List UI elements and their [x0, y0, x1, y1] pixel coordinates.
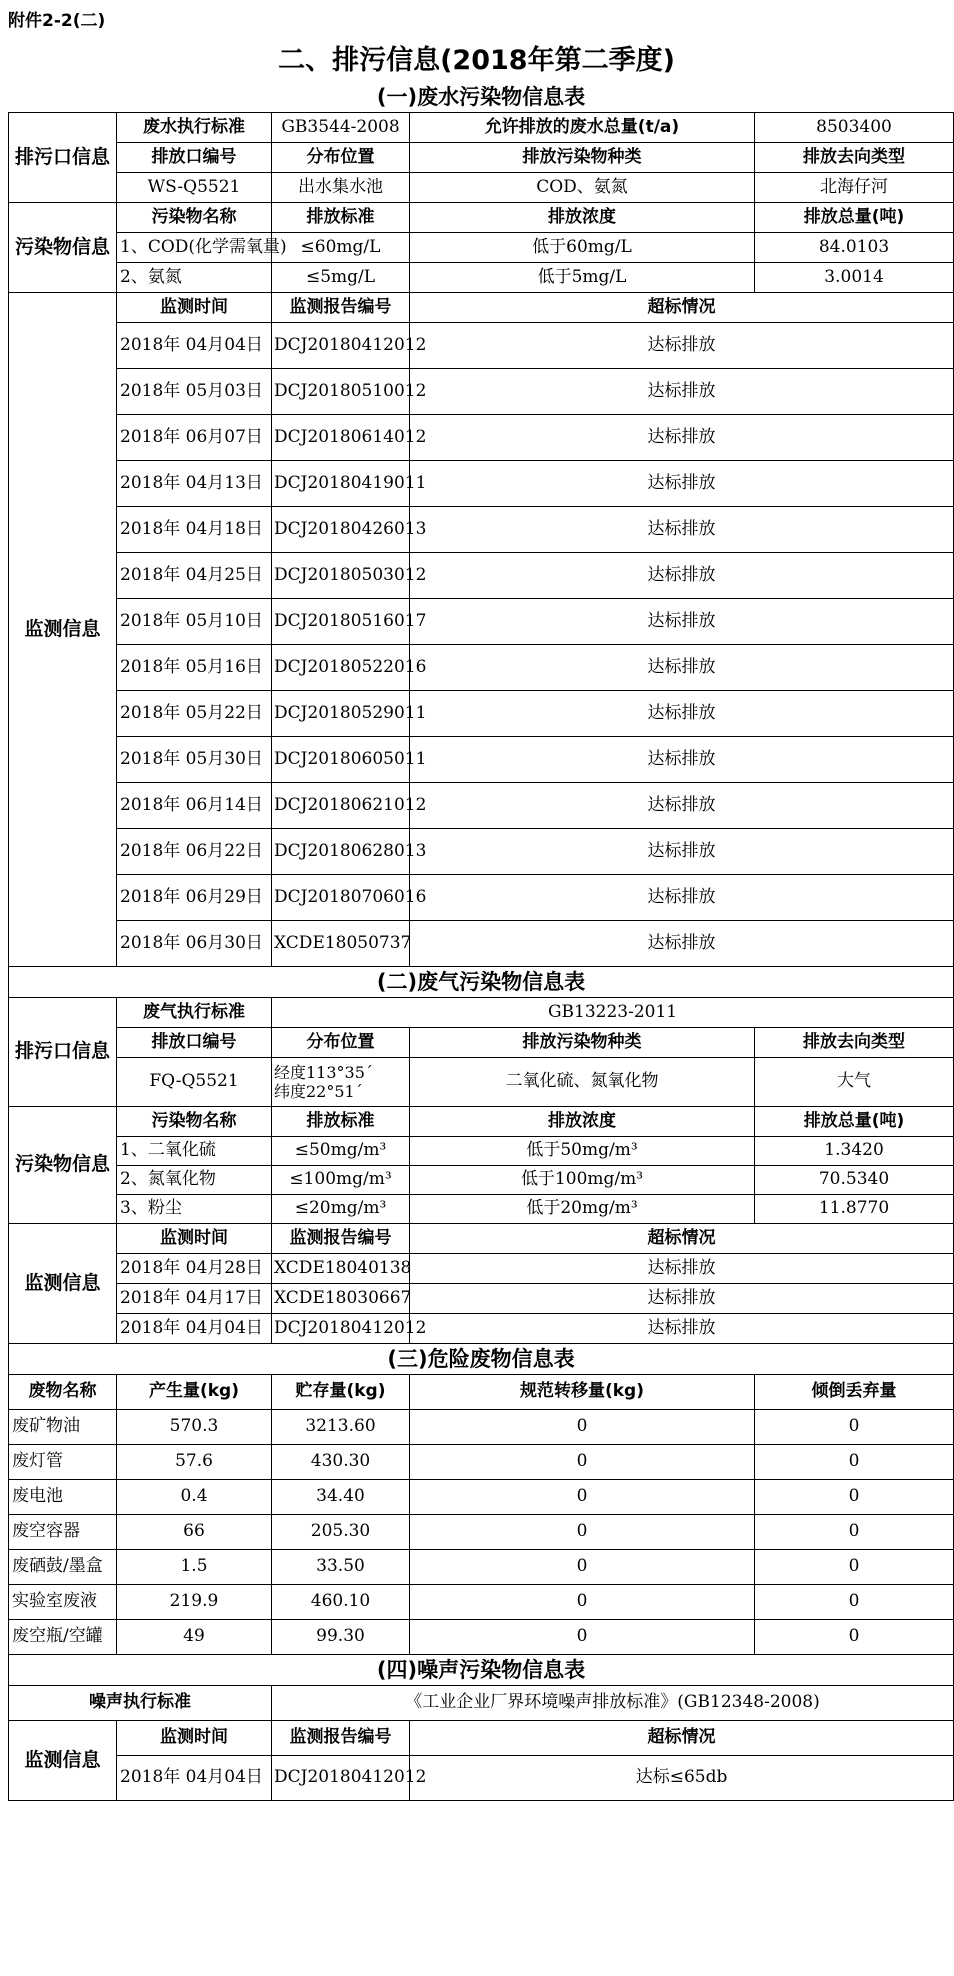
pollutant-total: 1.3420 — [755, 1137, 954, 1166]
gas-latitude: 纬度22°51´ — [274, 1082, 363, 1101]
wastewater-location-header: 分布位置 — [272, 143, 410, 173]
monitor-report-no: DCJ20180412012 — [272, 323, 410, 369]
hazard-transferred: 0 — [410, 1550, 755, 1585]
monitor-status: 达标排放 — [410, 875, 954, 921]
hazard-produced: 66 — [117, 1515, 272, 1550]
monitor-report-no: DCJ20180522016 — [272, 645, 410, 691]
hazard-stored: 33.50 — [272, 1550, 410, 1585]
hazard-produced: 57.6 — [117, 1445, 272, 1480]
hazard-name: 废空瓶/空罐 — [9, 1620, 117, 1655]
pollutant-standard: ≤100mg/m³ — [272, 1166, 410, 1195]
wastewater-monitor-label: 监测信息 — [9, 293, 117, 967]
hazard-name: 废空容器 — [9, 1515, 117, 1550]
hazard-stored: 430.30 — [272, 1445, 410, 1480]
hazard-stored-header: 贮存量(kg) — [272, 1375, 410, 1410]
wastewater-pollutant-label: 污染物信息 — [9, 203, 117, 293]
pollutant-name: 3、粉尘 — [117, 1195, 272, 1224]
pollutant-standard-header: 排放标准 — [272, 1107, 410, 1137]
hazard-transferred: 0 — [410, 1620, 755, 1655]
hazard-name: 废矿物油 — [9, 1410, 117, 1445]
pollutant-concentration: 低于100mg/m³ — [410, 1166, 755, 1195]
wastewater-type: COD、氨氮 — [410, 173, 755, 203]
monitor-status: 达标排放 — [410, 829, 954, 875]
monitor-time: 2018年 04月13日 — [117, 461, 272, 507]
monitor-report-no: DCJ20180621012 — [272, 783, 410, 829]
hazard-stored: 460.10 — [272, 1585, 410, 1620]
gas-outlet-no: FQ-Q5521 — [117, 1058, 272, 1107]
monitor-status: 达标排放 — [410, 783, 954, 829]
gas-dest-header: 排放去向类型 — [755, 1028, 954, 1058]
monitor-status-header: 超标情况 — [410, 1224, 954, 1254]
noise-standard-value: 《工业企业厂界环境噪声排放标准》(GB12348-2008) — [272, 1686, 954, 1721]
monitor-status: 达标排放 — [410, 323, 954, 369]
hazard-produced: 0.4 — [117, 1480, 272, 1515]
monitor-report-no: XCDE18030667 — [272, 1284, 410, 1314]
gas-outlet-label: 排污口信息 — [9, 998, 117, 1107]
hazard-dumped-header: 倾倒丢弃量 — [755, 1375, 954, 1410]
pollutant-standard: ≤20mg/m³ — [272, 1195, 410, 1224]
hazard-transferred: 0 — [410, 1480, 755, 1515]
monitor-report-no: DCJ20180628013 — [272, 829, 410, 875]
gas-dest: 大气 — [755, 1058, 954, 1107]
noise-standard-label: 噪声执行标准 — [9, 1686, 272, 1721]
hazard-stored: 34.40 — [272, 1480, 410, 1515]
monitor-report-no: DCJ20180706016 — [272, 875, 410, 921]
pollutant-total: 3.0014 — [755, 263, 954, 293]
monitor-status: 达标排放 — [410, 553, 954, 599]
monitor-time: 2018年 04月17日 — [117, 1284, 272, 1314]
monitor-report-no: XCDE18050737 — [272, 921, 410, 967]
wastewater-outlet-label: 排污口信息 — [9, 113, 117, 203]
hazard-transferred: 0 — [410, 1410, 755, 1445]
monitor-time: 2018年 05月10日 — [117, 599, 272, 645]
hazard-produced: 219.9 — [117, 1585, 272, 1620]
monitor-report-no: DCJ20180605011 — [272, 737, 410, 783]
attachment-label: 附件2-2(二) — [8, 11, 106, 31]
monitor-time: 2018年 04月04日 — [117, 1314, 272, 1344]
monitor-status: 达标排放 — [410, 415, 954, 461]
gas-outlet-no-header: 排放口编号 — [117, 1028, 272, 1058]
monitor-time: 2018年 05月16日 — [117, 645, 272, 691]
gas-monitor-label: 监测信息 — [9, 1224, 117, 1344]
hazard-dumped: 0 — [755, 1620, 954, 1655]
monitor-time: 2018年 04月04日 — [117, 323, 272, 369]
hazard-section-title: (三)危险废物信息表 — [9, 1344, 954, 1375]
pollutant-total: 70.5340 — [755, 1166, 954, 1195]
monitor-time: 2018年 04月04日 — [117, 1756, 272, 1801]
monitor-time: 2018年 06月07日 — [117, 415, 272, 461]
monitor-status: 达标排放 — [410, 645, 954, 691]
monitor-report-no: DCJ20180426013 — [272, 507, 410, 553]
noise-monitor-label: 监测信息 — [9, 1721, 117, 1801]
monitor-status: 达标≤65db — [410, 1756, 954, 1801]
monitor-time-header: 监测时间 — [117, 1721, 272, 1756]
hazard-dumped: 0 — [755, 1585, 954, 1620]
pollutant-concentration-header: 排放浓度 — [410, 203, 755, 233]
monitor-status: 达标排放 — [410, 1284, 954, 1314]
hazard-transferred: 0 — [410, 1445, 755, 1480]
wastewater-outlet-no-header: 排放口编号 — [117, 143, 272, 173]
gas-pollutant-label: 污染物信息 — [9, 1107, 117, 1224]
monitor-report-header: 监测报告编号 — [272, 1224, 410, 1254]
monitor-time: 2018年 05月03日 — [117, 369, 272, 415]
monitor-time: 2018年 06月29日 — [117, 875, 272, 921]
pollutant-concentration: 低于60mg/L — [410, 233, 755, 263]
monitor-status: 达标排放 — [410, 1314, 954, 1344]
emission-info-table — [8, 82, 954, 1801]
monitor-time: 2018年 05月22日 — [117, 691, 272, 737]
wastewater-section-title: (一)废水污染物信息表 — [9, 82, 954, 113]
pollutant-name: 1、COD(化学需氧量) — [117, 233, 272, 263]
hazard-stored: 205.30 — [272, 1515, 410, 1550]
gas-standard-value: GB13223-2011 — [272, 998, 954, 1028]
hazard-name: 废灯管 — [9, 1445, 117, 1480]
monitor-time-header: 监测时间 — [117, 1224, 272, 1254]
pollutant-total-header: 排放总量(吨) — [755, 203, 954, 233]
pollutant-standard: ≤50mg/m³ — [272, 1137, 410, 1166]
monitor-time: 2018年 06月14日 — [117, 783, 272, 829]
hazard-produced-header: 产生量(kg) — [117, 1375, 272, 1410]
monitor-time: 2018年 04月28日 — [117, 1254, 272, 1284]
hazard-produced: 49 — [117, 1620, 272, 1655]
monitor-status: 达标排放 — [410, 507, 954, 553]
hazard-name: 废硒鼓/墨盒 — [9, 1550, 117, 1585]
hazard-stored: 99.30 — [272, 1620, 410, 1655]
pollutant-name: 2、氮氧化物 — [117, 1166, 272, 1195]
hazard-name-header: 废物名称 — [9, 1375, 117, 1410]
pollutant-concentration: 低于5mg/L — [410, 263, 755, 293]
page-title: 二、排污信息(2018年第二季度) — [278, 45, 675, 76]
hazard-transferred-header: 规范转移量(kg) — [410, 1375, 755, 1410]
pollutant-name-header: 污染物名称 — [117, 203, 272, 233]
pollutant-name: 1、二氧化硫 — [117, 1137, 272, 1166]
gas-standard-label: 废气执行标准 — [117, 998, 272, 1028]
gas-section-title: (二)废气污染物信息表 — [9, 967, 954, 998]
gas-type: 二氧化硫、氮氧化物 — [410, 1058, 755, 1107]
wastewater-dest: 北海仔河 — [755, 173, 954, 203]
monitor-report-no: DCJ20180529011 — [272, 691, 410, 737]
wastewater-standard-label: 废水执行标准 — [117, 113, 272, 143]
monitor-status: 达标排放 — [410, 461, 954, 507]
monitor-report-no: DCJ20180516017 — [272, 599, 410, 645]
hazard-produced: 1.5 — [117, 1550, 272, 1585]
monitor-report-no: DCJ20180614012 — [272, 415, 410, 461]
hazard-dumped: 0 — [755, 1550, 954, 1585]
hazard-dumped: 0 — [755, 1445, 954, 1480]
monitor-status: 达标排放 — [410, 737, 954, 783]
monitor-time: 2018年 04月18日 — [117, 507, 272, 553]
gas-longitude: 经度113°35´ — [274, 1062, 373, 1082]
monitor-report-no: DCJ20180419011 — [272, 461, 410, 507]
hazard-transferred: 0 — [410, 1585, 755, 1620]
wastewater-dest-header: 排放去向类型 — [755, 143, 954, 173]
pollutant-standard: ≤60mg/L — [272, 233, 410, 263]
noise-section-title: (四)噪声污染物信息表 — [9, 1655, 954, 1686]
monitor-time: 2018年 05月30日 — [117, 737, 272, 783]
pollutant-name-header: 污染物名称 — [117, 1107, 272, 1137]
gas-location-header: 分布位置 — [272, 1028, 410, 1058]
monitor-report-no: DCJ20180503012 — [272, 553, 410, 599]
pollutant-standard: ≤5mg/L — [272, 263, 410, 293]
wastewater-total-label: 允许排放的废水总量(t/a) — [410, 113, 755, 143]
pollutant-concentration: 低于50mg/m³ — [410, 1137, 755, 1166]
monitor-report-no: DCJ20180412012 — [272, 1314, 410, 1344]
monitor-report-no: XCDE18040138 — [272, 1254, 410, 1284]
pollutant-name: 2、氨氮 — [117, 263, 272, 293]
monitor-time-header: 监测时间 — [117, 293, 272, 323]
wastewater-total-value: 8503400 — [755, 113, 954, 143]
pollutant-total: 84.0103 — [755, 233, 954, 263]
monitor-status-header: 超标情况 — [410, 293, 954, 323]
pollutant-concentration: 低于20mg/m³ — [410, 1195, 755, 1224]
hazard-stored: 3213.60 — [272, 1410, 410, 1445]
wastewater-type-header: 排放污染物种类 — [410, 143, 755, 173]
gas-type-header: 排放污染物种类 — [410, 1028, 755, 1058]
monitor-status: 达标排放 — [410, 921, 954, 967]
monitor-report-no: DCJ20180412012 — [272, 1756, 410, 1801]
hazard-transferred: 0 — [410, 1515, 755, 1550]
monitor-time: 2018年 04月25日 — [117, 553, 272, 599]
hazard-dumped: 0 — [755, 1410, 954, 1445]
monitor-report-header: 监测报告编号 — [272, 1721, 410, 1756]
gas-location — [272, 1058, 410, 1107]
monitor-status: 达标排放 — [410, 599, 954, 645]
hazard-produced: 570.3 — [117, 1410, 272, 1445]
hazard-dumped: 0 — [755, 1480, 954, 1515]
monitor-status: 达标排放 — [410, 1254, 954, 1284]
wastewater-standard-value: GB3544-2008 — [272, 113, 410, 143]
wastewater-location: 出水集水池 — [272, 173, 410, 203]
monitor-status-header: 超标情况 — [410, 1721, 954, 1756]
pollutant-total-header: 排放总量(吨) — [755, 1107, 954, 1137]
monitor-report-header: 监测报告编号 — [272, 293, 410, 323]
monitor-time: 2018年 06月22日 — [117, 829, 272, 875]
wastewater-outlet-no: WS-Q5521 — [117, 173, 272, 203]
pollutant-concentration-header: 排放浓度 — [410, 1107, 755, 1137]
hazard-dumped: 0 — [755, 1515, 954, 1550]
monitor-report-no: DCJ20180510012 — [272, 369, 410, 415]
monitor-status: 达标排放 — [410, 369, 954, 415]
monitor-time: 2018年 06月30日 — [117, 921, 272, 967]
hazard-name: 废电池 — [9, 1480, 117, 1515]
monitor-status: 达标排放 — [410, 691, 954, 737]
pollutant-standard-header: 排放标准 — [272, 203, 410, 233]
pollutant-total: 11.8770 — [755, 1195, 954, 1224]
hazard-name: 实验室废液 — [9, 1585, 117, 1620]
